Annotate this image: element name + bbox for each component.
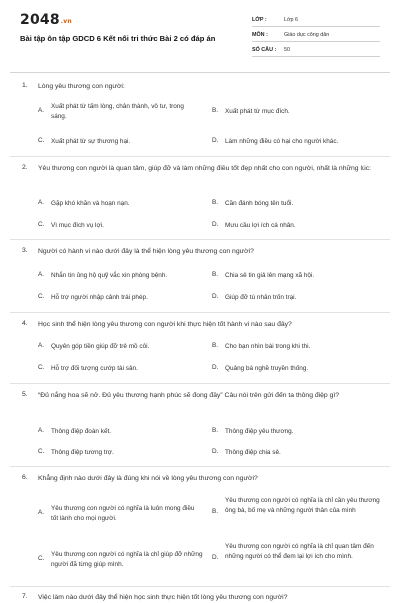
option-text: Vì mục đích vụ lợi. bbox=[51, 222, 104, 229]
option-text: Thông điệp chia sẻ. bbox=[225, 449, 281, 456]
question-number: 1. bbox=[22, 82, 28, 89]
option-letter: A. bbox=[38, 427, 45, 434]
question-text: Lòng yêu thương con người: bbox=[38, 83, 125, 90]
option-text: Hỗ trợ đối tượng cướp tài sản. bbox=[51, 365, 138, 372]
question-number: 6. bbox=[22, 474, 28, 481]
option-letter: B. bbox=[212, 107, 219, 114]
question-text: Khẳng định nào dưới đây là đúng khi nói về lòng yêu thương con người? bbox=[38, 475, 258, 482]
option-text: Xuất phát từ mục đích. bbox=[225, 108, 290, 115]
option-letter: B. bbox=[212, 342, 219, 349]
meta-row-subject bbox=[252, 28, 380, 42]
option-text: Yêu thương con người có nghĩa là chỉ giúp đỡ những người đã từng giúp mình. bbox=[51, 551, 203, 568]
option-letter: C. bbox=[38, 221, 45, 228]
option-letter: C. bbox=[38, 137, 45, 144]
option-text: Yêu thương con người có nghĩa là luôn mong điều tốt lành cho mọi người. bbox=[51, 505, 195, 522]
option-letter: A. bbox=[38, 342, 45, 349]
option-letter: D. bbox=[212, 448, 219, 455]
option-letter: B. bbox=[212, 508, 219, 515]
meta-value: Lớp 6 bbox=[284, 17, 299, 23]
option-text: Xuất phát từ sự thương hại. bbox=[51, 138, 131, 145]
header bbox=[0, 0, 400, 64]
question-number: 5. bbox=[22, 391, 28, 398]
option-text: Xuất phát từ tấm lòng, chân thành, vô tư, trong sáng. bbox=[51, 103, 184, 120]
option-letter: C. bbox=[38, 448, 45, 455]
option-text: Nhắn tin ủng hộ quỹ vắc xin phòng bệnh. bbox=[51, 272, 168, 279]
option-text: Yêu thương con người có nghĩa là chỉ quan tâm đến những người có thể đem lại lợi ích cho mình. bbox=[225, 543, 374, 560]
question-divider bbox=[10, 239, 390, 240]
header-divider bbox=[10, 72, 390, 73]
question-text: Việc làm nào dưới đây thể hiện học sinh thực hiện tốt lòng yêu thương con người? bbox=[38, 594, 288, 601]
option-text: Yêu thương con người có nghĩa là chỉ cần yêu thương ông bà, bố mẹ và những người thân của mình bbox=[225, 497, 380, 514]
option-letter: B. bbox=[212, 271, 219, 278]
question-text: “Đủ nắng hoa sẽ nở. Đủ yêu thương hạnh phúc sẽ đong đầy” Câu nói trên gửi đến ta thông điệp gì? bbox=[38, 392, 340, 399]
meta-row-count bbox=[252, 43, 380, 57]
option-letter: D. bbox=[212, 137, 219, 144]
option-text: Thông điệp đoàn kết. bbox=[51, 428, 112, 435]
question-text: Yêu thương con người là quan tâm, giúp đỡ và làm những điều tốt đẹp nhất cho con người, nhất là những lúc: bbox=[38, 165, 372, 172]
logo-text: 2048 bbox=[20, 12, 60, 28]
meta-row-class bbox=[252, 13, 380, 27]
option-text: Chia sẻ tin giả lên mạng xã hội. bbox=[225, 272, 315, 279]
logo-suffix: .vn bbox=[60, 18, 72, 25]
option-text: Gặp khó khăn và hoạn nạn. bbox=[51, 200, 130, 207]
question-number: 2. bbox=[22, 164, 28, 171]
document-title: Bài tập ôn tập GDCD 6 Kết nối tri thức Bài 2 có đáp án bbox=[20, 34, 216, 43]
option-letter: B. bbox=[212, 427, 219, 434]
question-divider bbox=[10, 312, 390, 313]
question-number: 4. bbox=[22, 320, 28, 327]
question-divider bbox=[10, 586, 390, 587]
option-letter: C. bbox=[38, 555, 45, 562]
question-text: Học sinh thể hiện lòng yêu thương con người khi thực hiện tốt hành vi nào sau đây? bbox=[38, 321, 292, 328]
option-text: Quảng bá nghề truyền thống. bbox=[225, 365, 309, 372]
question-divider bbox=[10, 466, 390, 467]
option-text: Thông điệp tương trợ. bbox=[51, 449, 114, 456]
option-text: Cho bạn nhìn bài trong khi thi. bbox=[225, 343, 311, 350]
question-number: 3. bbox=[22, 247, 28, 254]
option-text: Mưu cầu lợi ích cá nhân. bbox=[225, 222, 296, 229]
question-divider bbox=[10, 383, 390, 384]
option-text: Hỗ trợ người nhập cảnh trái phép. bbox=[51, 294, 148, 301]
option-letter: A. bbox=[38, 271, 45, 278]
meta-label: MÔN : bbox=[252, 32, 268, 38]
option-letter: D. bbox=[212, 364, 219, 371]
site-logo[interactable] bbox=[20, 12, 72, 28]
option-letter: C. bbox=[38, 364, 45, 371]
option-text: Thông điệp yêu thương. bbox=[225, 428, 294, 435]
question-text: Người có hành vi nào dưới đây là thể hiện lòng yêu thương con người? bbox=[38, 248, 254, 255]
option-text: Quyên góp tiền giúp đỡ trẻ mồ côi. bbox=[51, 343, 150, 350]
question-divider bbox=[10, 156, 390, 157]
option-letter: D. bbox=[212, 221, 219, 228]
option-letter: C. bbox=[38, 293, 45, 300]
option-letter: B. bbox=[212, 199, 219, 206]
meta-label: SỐ CÂU : bbox=[252, 47, 277, 53]
option-text: Cần đánh bóng tên tuổi. bbox=[225, 200, 294, 207]
meta-label: LỚP : bbox=[252, 17, 267, 23]
meta-value: Giáo dục công dân bbox=[284, 32, 330, 38]
option-letter: A. bbox=[38, 509, 45, 516]
option-letter: A. bbox=[38, 107, 45, 114]
option-letter: D. bbox=[212, 554, 219, 561]
option-letter: A. bbox=[38, 199, 45, 206]
option-text: Làm những điều có hại cho người khác. bbox=[225, 138, 339, 145]
meta-value: 50 bbox=[284, 47, 290, 53]
option-text: Giúp đỡ tù nhân trốn trại. bbox=[225, 294, 297, 301]
question-number: 7. bbox=[22, 593, 28, 600]
option-letter: D. bbox=[212, 293, 219, 300]
